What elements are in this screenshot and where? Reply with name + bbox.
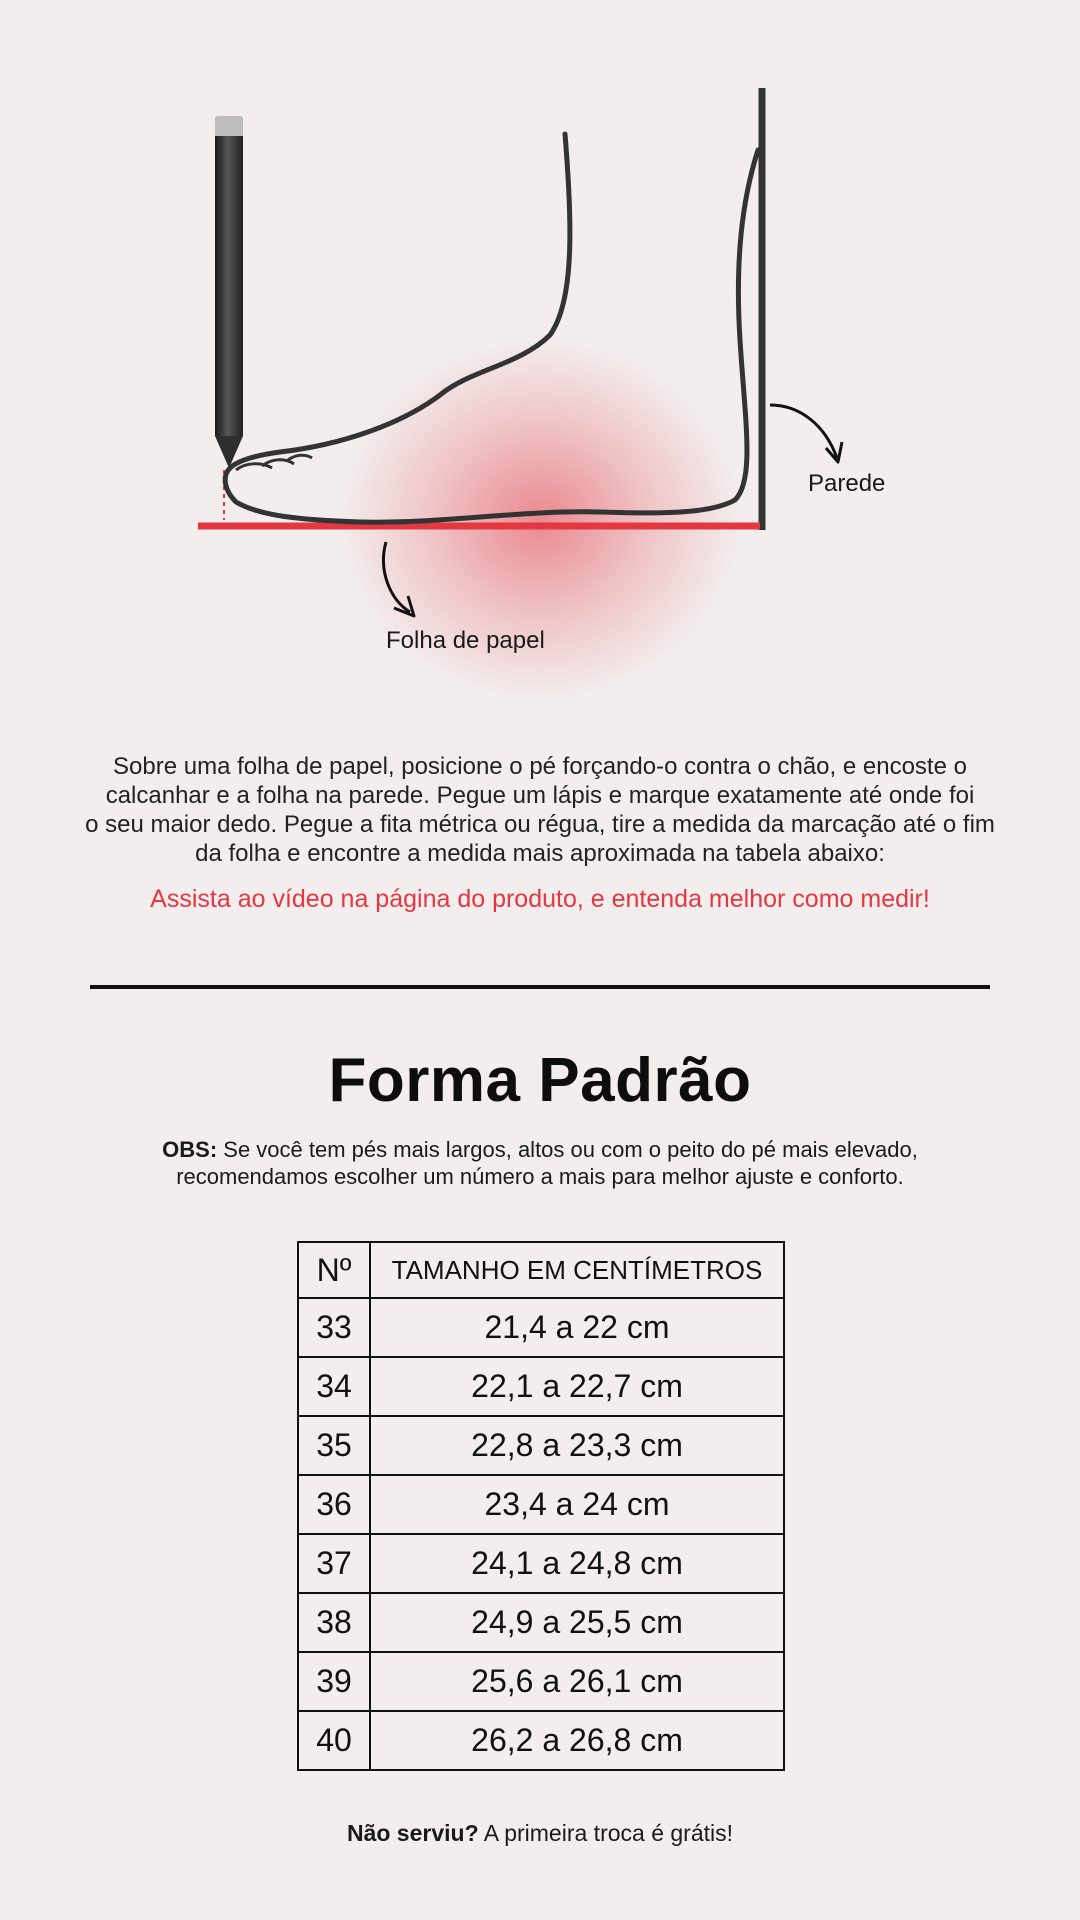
footer-note: [0, 1820, 1080, 1847]
instructions-line: da folha e encontre a medida mais aproximada na tabela abaixo:: [195, 840, 885, 867]
paper-label: Folha de papel: [386, 627, 545, 654]
foot-measurement-illustration: [0, 0, 1080, 700]
table-row: [298, 1357, 784, 1416]
footer-text: A primeira troca é grátis!: [483, 1820, 734, 1846]
obs-note: [100, 1136, 980, 1190]
table-row: [298, 1475, 784, 1534]
size-number: 36: [298, 1475, 370, 1534]
table-row: [298, 1711, 784, 1770]
header-size: TAMANHO EM CENTÍMETROS: [370, 1242, 784, 1298]
size-number: 40: [298, 1711, 370, 1770]
obs-line: Se você tem pés mais largos, altos ou com o peito do pé mais elevado,: [223, 1137, 918, 1162]
table-header-row: [298, 1242, 784, 1298]
size-range: 22,8 a 23,3 cm: [370, 1416, 784, 1475]
size-range: 21,4 a 22 cm: [370, 1298, 784, 1357]
size-range: 24,9 a 25,5 cm: [370, 1593, 784, 1652]
size-number: 35: [298, 1416, 370, 1475]
instructions-line: calcanhar e a folha na parede. Pegue um lápis e marque exatamente até onde foi: [105, 782, 975, 809]
instructions-line: Sobre uma folha de papel, posicione o pé forçando-o contra o chão, e encoste o: [113, 753, 967, 780]
pencil-icon: [215, 116, 243, 520]
page-title: Forma Padrão: [328, 1046, 752, 1115]
size-number: 39: [298, 1652, 370, 1711]
table-row: [298, 1593, 784, 1652]
obs-line: recomendamos escolher um número a mais para melhor ajuste e conforto.: [176, 1164, 904, 1189]
size-range: 25,6 a 26,1 cm: [370, 1652, 784, 1711]
footer-bold: Não serviu?: [346, 1820, 479, 1846]
size-range: 23,4 a 24 cm: [370, 1475, 784, 1534]
size-table: [297, 1241, 785, 1771]
table-row: [298, 1298, 784, 1357]
table-row: [298, 1534, 784, 1593]
table-row: [298, 1416, 784, 1475]
instructions-text: [50, 752, 1030, 868]
section-divider: [90, 985, 990, 989]
table-row: [298, 1652, 784, 1711]
header-number: Nº: [298, 1242, 370, 1298]
size-number: 37: [298, 1534, 370, 1593]
size-number: 33: [298, 1298, 370, 1357]
size-range: 24,1 a 24,8 cm: [370, 1534, 784, 1593]
size-range: 26,2 a 26,8 cm: [370, 1711, 784, 1770]
wall-label: Parede: [808, 470, 886, 497]
instructions-line: o seu maior dedo. Pegue a fita métrica ou régua, tire a medida da marcação até o fim: [85, 811, 995, 838]
video-note: Assista ao vídeo na página do produto, e entenda melhor como medir!: [150, 885, 930, 913]
size-number: 38: [298, 1593, 370, 1652]
size-number: 34: [298, 1357, 370, 1416]
size-range: 22,1 a 22,7 cm: [370, 1357, 784, 1416]
obs-label: OBS:: [162, 1137, 218, 1162]
